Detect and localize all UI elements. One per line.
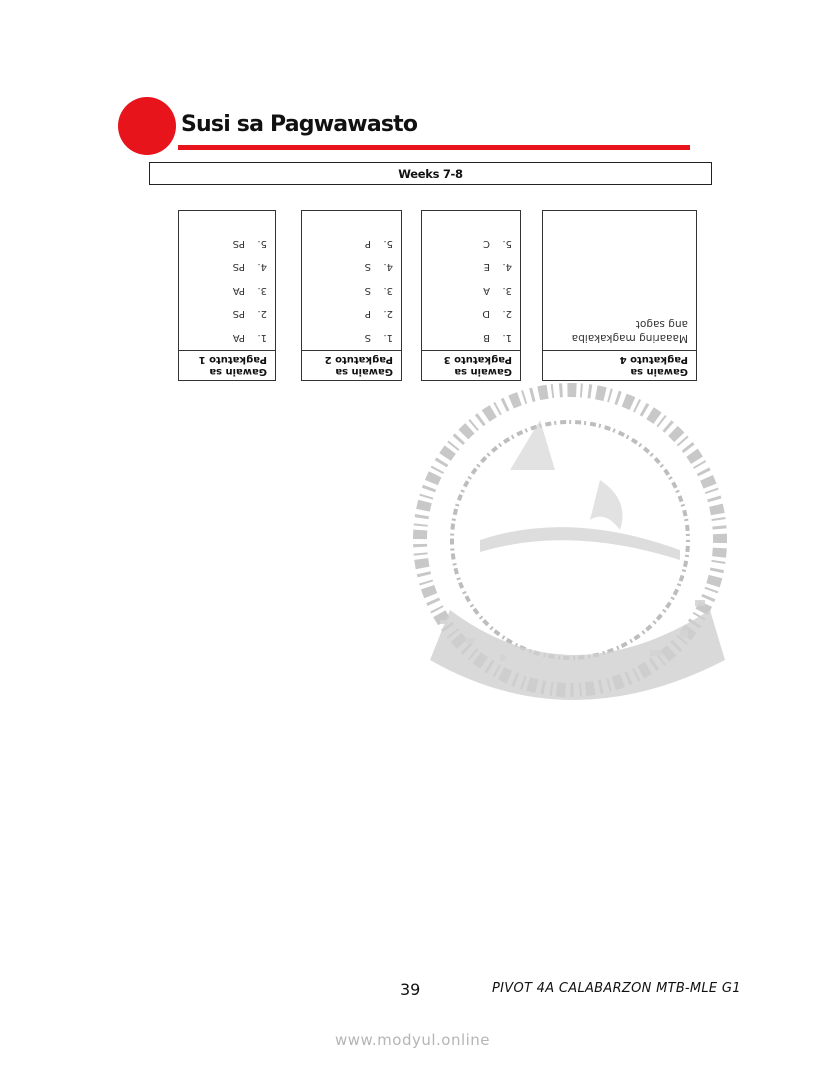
- answer-item: [302, 297, 393, 321]
- answer-list: [179, 227, 275, 351]
- footer-label: PIVOT 4A CALABARZON MTB-MLE G1: [492, 981, 741, 996]
- answer-item: [179, 250, 267, 274]
- answer-number: 1.: [257, 332, 267, 343]
- answer-number: 2.: [383, 308, 393, 320]
- heading-line: Gawain sa: [630, 366, 688, 377]
- answer-number: 5.: [257, 238, 267, 249]
- answer-number: 4.: [257, 261, 267, 273]
- answer-item: [302, 321, 393, 345]
- answer-number: 1.: [383, 332, 393, 343]
- answer-value: PS: [232, 308, 245, 320]
- answer-number: 5.: [383, 238, 393, 249]
- answer-number: 4.: [383, 261, 393, 273]
- answer-item: [422, 227, 512, 251]
- answer-number: 3.: [502, 285, 512, 296]
- heading-line: Pagkatuto 3: [443, 354, 512, 365]
- heading-line: Pagkatuto 2: [324, 354, 393, 365]
- answer-number: 4.: [502, 261, 512, 273]
- heading-line: Gawain sa: [209, 366, 267, 377]
- answer-value: C: [483, 238, 490, 249]
- answer-value: A: [483, 285, 490, 296]
- answer-box-pagkatuto-3: [421, 210, 521, 381]
- answer-item: [422, 250, 512, 274]
- answer-box-pagkatuto-4: [542, 210, 697, 381]
- header-circle: [118, 97, 176, 155]
- answer-item: [422, 274, 512, 298]
- answer-item: [422, 297, 512, 321]
- answer-item: [422, 321, 512, 345]
- heading-line: Gawain sa: [335, 366, 393, 377]
- answer-number: 1.: [502, 332, 512, 343]
- answer-box-pagkatuto-1: [178, 210, 276, 381]
- answer-number: 2.: [257, 308, 267, 320]
- answer-item: [179, 274, 267, 298]
- answer-value: S: [364, 261, 371, 273]
- answer-item: [179, 321, 267, 345]
- answer-box-pagkatuto-2: [301, 210, 402, 381]
- answer-number: 3.: [383, 285, 393, 296]
- answer-value: P: [364, 308, 371, 320]
- answer-item: [302, 227, 393, 251]
- answer-item: [302, 250, 393, 274]
- weeks-banner: Weeks 7-8: [149, 162, 712, 185]
- answer-list: [302, 227, 401, 351]
- watermark-text: www.modyul.online: [334, 1031, 491, 1049]
- answer-value: E: [483, 261, 490, 273]
- answer-note: Maaaring magkakaiba ang sagot: [571, 318, 688, 344]
- answer-value: PS: [232, 261, 245, 273]
- header-rule: [178, 145, 690, 150]
- answer-item: [179, 297, 267, 321]
- heading-line: Gawain sa: [454, 366, 512, 377]
- answer-number: 2.: [502, 308, 512, 320]
- answer-item: [302, 274, 393, 298]
- answer-number: 5.: [502, 238, 512, 249]
- answer-value: D: [482, 308, 490, 320]
- heading-line: Pagkatuto 4: [619, 354, 688, 365]
- answer-value: P: [364, 238, 371, 249]
- answer-value: PS: [232, 238, 245, 249]
- answer-box-heading: [179, 350, 275, 380]
- answer-value: PA: [232, 285, 245, 296]
- page-title: Susi sa Pagwawasto: [181, 112, 418, 137]
- answer-value: S: [364, 285, 371, 296]
- page-number: 39: [400, 980, 421, 999]
- answer-value: B: [483, 332, 490, 343]
- answer-number: 3.: [257, 285, 267, 296]
- answer-value: S: [364, 332, 371, 343]
- answer-item: [179, 227, 267, 251]
- heading-line: Pagkatuto 1: [198, 354, 267, 365]
- answer-list: [422, 227, 520, 351]
- answer-value: PA: [232, 332, 245, 343]
- faded-seal-watermark: [380, 360, 760, 720]
